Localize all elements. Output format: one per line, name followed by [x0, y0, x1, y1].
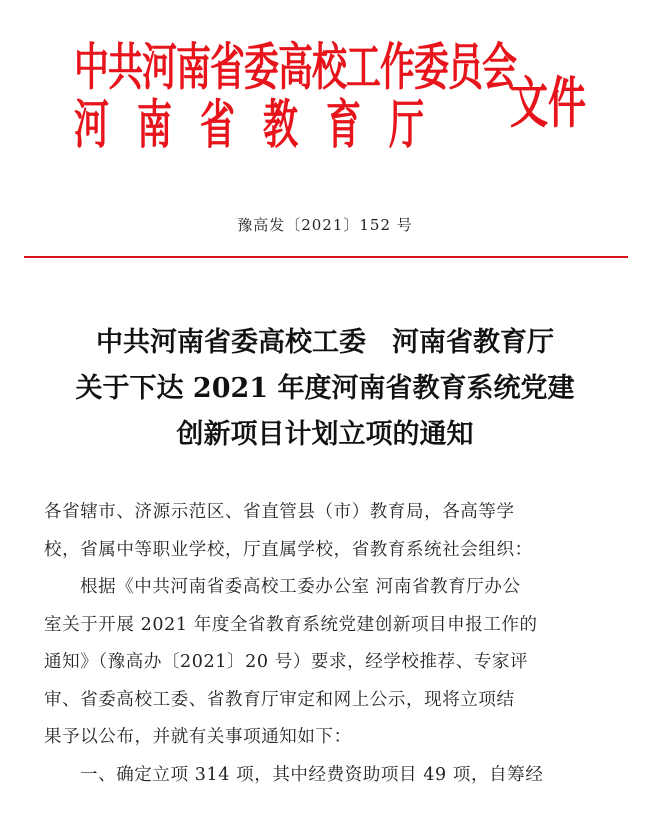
- title-org-1: 中共河南省委高校工委: [96, 327, 366, 358]
- issuing-org-1: 中共河南省委高校工作委员会: [74, 38, 517, 98]
- addressee-line-2: 校，省属中等职业学校，厅直属学校，省教育系统社会组织：: [44, 539, 533, 560]
- paragraph-1-line-3: 通知》（豫高办〔2021〕20 号）要求，经学校推荐、专家评: [44, 652, 529, 672]
- paragraph-1-line-2: 室关于开展 2021 年度全省教育系统党建创新项目申报工作的: [44, 614, 538, 635]
- addressee-line-1: 各省辖市、济源示范区、省直管县（市）教育局，各高等学: [44, 502, 515, 522]
- title-line-1: [0, 320, 650, 366]
- document-body: [44, 494, 634, 794]
- paragraph-1-line-4: 审、省委高校工委、省教育厅审定和网上公示，现将立项结: [44, 689, 515, 710]
- title-org-2: 河南省教育厅: [392, 327, 554, 358]
- title-line-2: 关于下达 2021 年度河南省教育系统党建: [75, 373, 575, 404]
- document-type-label: 文件: [510, 69, 587, 135]
- paragraph-1-line-5: 果予以公布，并就有关事项通知如下：: [44, 727, 352, 747]
- document-number: 豫高发〔2021〕152 号: [237, 216, 413, 234]
- paragraph-1-line-1: 根据《中共河南省委高校工委办公室 河南省教育厅办公: [80, 577, 521, 597]
- paragraph-2-line-1: 一、确定立项 314 项，其中经费资助项目 49 项，自筹经: [80, 764, 544, 785]
- red-divider-line: [24, 256, 628, 258]
- document-title: [0, 320, 650, 458]
- red-header-masthead: [0, 0, 650, 180]
- title-line-3: 创新项目计划立项的通知: [176, 419, 474, 450]
- issuing-org-2: 河南省教育厅: [74, 94, 453, 156]
